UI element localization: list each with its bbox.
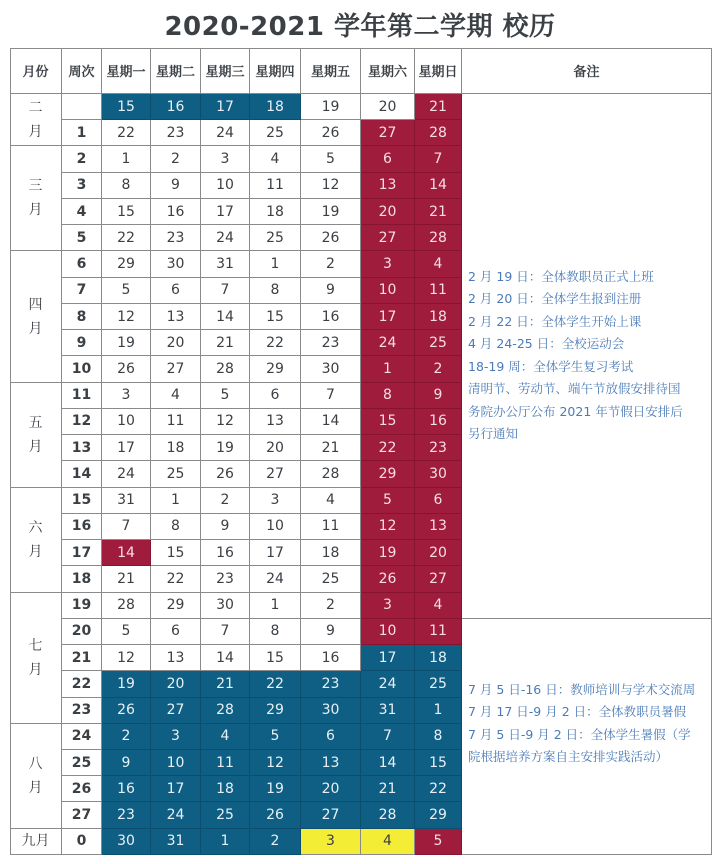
month-label-char: 五: [28, 414, 43, 431]
day-cell-mon: 1: [102, 146, 151, 172]
day-cell-sun: 18: [415, 645, 462, 671]
day-cell-fri: 6: [301, 724, 361, 750]
day-cell-fri: 4: [301, 488, 361, 514]
day-cell-mon: 30: [102, 829, 151, 855]
day-cell-tue: 27: [151, 356, 201, 382]
day-cell-sat: 28: [361, 802, 415, 828]
day-cell-mon: 15: [102, 94, 151, 120]
week-number: 27: [62, 802, 102, 828]
day-cell-fri: 2: [301, 593, 361, 619]
day-cell-sun: 4: [415, 593, 462, 619]
day-cell-fri: 7: [301, 383, 361, 409]
day-cell-wed: 30: [201, 593, 250, 619]
remarks-block: [462, 619, 712, 855]
day-cell-sat: 17: [361, 304, 415, 330]
week-number: 7: [62, 278, 102, 304]
day-cell-wed: 11: [201, 750, 250, 776]
remark-line: 2 月 22 日：全体学生开始上课: [468, 313, 642, 329]
day-cell-sun: 8: [415, 724, 462, 750]
day-cell-fri: 13: [301, 750, 361, 776]
day-cell-sun: 16: [415, 409, 462, 435]
month-label-char: 月: [28, 543, 43, 560]
day-cell-mon: 9: [102, 750, 151, 776]
day-cell-tue: 10: [151, 750, 201, 776]
day-cell-wed: 10: [201, 173, 250, 199]
day-cell-fri: 9: [301, 278, 361, 304]
day-cell-wed: 7: [201, 278, 250, 304]
day-cell-thu: 15: [250, 645, 301, 671]
day-cell-mon: 7: [102, 514, 151, 540]
day-cell-sun: 9: [415, 383, 462, 409]
day-cell-wed: 28: [201, 356, 250, 382]
day-cell-sun: 20: [415, 540, 462, 566]
day-cell-fri: 30: [301, 698, 361, 724]
day-cell-sat: 17: [361, 645, 415, 671]
school-calendar-table: [10, 48, 712, 855]
day-cell-mon: 23: [102, 802, 151, 828]
remark-line: 7 月 17 日-9 月 2 日：全体教职员暑假: [468, 704, 687, 720]
day-cell-thu: 11: [250, 173, 301, 199]
day-cell-thu: 26: [250, 802, 301, 828]
week-number: 19: [62, 593, 102, 619]
day-cell-tue: 20: [151, 671, 201, 697]
week-number: 11: [62, 383, 102, 409]
day-cell-wed: 9: [201, 514, 250, 540]
day-cell-mon: 31: [102, 488, 151, 514]
day-cell-tue: 11: [151, 409, 201, 435]
week-number: 23: [62, 698, 102, 724]
day-cell-wed: 14: [201, 645, 250, 671]
week-number: 21: [62, 645, 102, 671]
header-notes: 备注: [462, 48, 712, 94]
day-cell-fri: 5: [301, 146, 361, 172]
day-cell-thu: 29: [250, 356, 301, 382]
day-cell-thu: 25: [250, 225, 301, 251]
day-cell-fri: 11: [301, 514, 361, 540]
day-cell-fri: 27: [301, 802, 361, 828]
month-label: [10, 146, 62, 251]
header-month: 月份: [10, 48, 62, 94]
day-cell-mon: 2: [102, 724, 151, 750]
remark-line: 务院办公厅公布 2021 年节假日安排后: [468, 403, 683, 419]
day-cell-mon: 10: [102, 409, 151, 435]
day-cell-sun: 23: [415, 435, 462, 461]
day-cell-thu: 1: [250, 251, 301, 277]
day-cell-tue: 22: [151, 566, 201, 592]
day-cell-sun: 25: [415, 671, 462, 697]
day-cell-wed: 17: [201, 94, 250, 120]
day-cell-thu: 2: [250, 829, 301, 855]
day-cell-thu: 18: [250, 199, 301, 225]
remark-line: 2 月 20 日：全体学生报到注册: [468, 291, 642, 307]
month-label-char: 月: [28, 661, 43, 678]
week-number: 1: [62, 120, 102, 146]
day-cell-sat: 14: [361, 750, 415, 776]
day-cell-thu: 3: [250, 488, 301, 514]
month-label-char: 月: [28, 438, 43, 455]
day-cell-thu: 29: [250, 698, 301, 724]
day-cell-sun: 5: [415, 829, 462, 855]
month-label: [10, 488, 62, 593]
day-cell-sat: 10: [361, 278, 415, 304]
day-cell-sun: 11: [415, 619, 462, 645]
week-number: 16: [62, 514, 102, 540]
day-cell-sun: 28: [415, 120, 462, 146]
day-cell-sat: 8: [361, 383, 415, 409]
day-cell-mon: 5: [102, 278, 151, 304]
day-cell-wed: 3: [201, 146, 250, 172]
day-cell-mon: 22: [102, 120, 151, 146]
day-cell-wed: 4: [201, 724, 250, 750]
header-wed: 星期三: [201, 48, 250, 94]
month-label-char: 八: [28, 755, 43, 772]
day-cell-tue: 13: [151, 304, 201, 330]
day-cell-sat: 3: [361, 593, 415, 619]
day-cell-fri: 30: [301, 356, 361, 382]
day-cell-mon: 12: [102, 304, 151, 330]
day-cell-wed: 18: [201, 776, 250, 802]
remark-line: 18-19 周：全体学生复习考试: [468, 358, 634, 374]
day-cell-mon: 29: [102, 251, 151, 277]
day-cell-fri: 25: [301, 566, 361, 592]
day-cell-mon: 5: [102, 619, 151, 645]
day-cell-mon: 28: [102, 593, 151, 619]
week-number: 3: [62, 173, 102, 199]
day-cell-wed: 25: [201, 802, 250, 828]
day-cell-wed: 24: [201, 225, 250, 251]
week-number: 9: [62, 330, 102, 356]
month-label-char: 六: [28, 519, 43, 536]
month-label-char: 四: [28, 296, 43, 313]
day-cell-thu: 25: [250, 120, 301, 146]
month-label: [10, 251, 62, 382]
header-week: 周次: [62, 48, 102, 94]
day-cell-thu: 4: [250, 146, 301, 172]
week-number: 13: [62, 435, 102, 461]
day-cell-sat: 13: [361, 173, 415, 199]
day-cell-wed: 16: [201, 540, 250, 566]
day-cell-mon: 19: [102, 671, 151, 697]
day-cell-fri: 19: [301, 199, 361, 225]
day-cell-tue: 9: [151, 173, 201, 199]
day-cell-sun: 13: [415, 514, 462, 540]
day-cell-thu: 10: [250, 514, 301, 540]
day-cell-thu: 1: [250, 593, 301, 619]
day-cell-tue: 18: [151, 435, 201, 461]
month-label: [10, 593, 62, 724]
day-cell-sat: 4: [361, 829, 415, 855]
remark-line: 7 月 5 日-9 月 2 日：全体学生暑假（学: [468, 726, 691, 742]
day-cell-tue: 23: [151, 225, 201, 251]
day-cell-tue: 4: [151, 383, 201, 409]
day-cell-fri: 21: [301, 435, 361, 461]
day-cell-tue: 15: [151, 540, 201, 566]
week-number: [62, 94, 102, 120]
day-cell-tue: 17: [151, 776, 201, 802]
day-cell-sun: 25: [415, 330, 462, 356]
day-cell-thu: 27: [250, 461, 301, 487]
day-cell-tue: 1: [151, 488, 201, 514]
month-label-char: 二: [28, 99, 43, 116]
remark-line: 清明节、劳动节、端午节放假安排待国: [468, 381, 681, 397]
week-number: 25: [62, 750, 102, 776]
day-cell-tue: 29: [151, 593, 201, 619]
day-cell-wed: 2: [201, 488, 250, 514]
day-cell-tue: 20: [151, 330, 201, 356]
day-cell-tue: 6: [151, 619, 201, 645]
day-cell-fri: 23: [301, 330, 361, 356]
week-number: 26: [62, 776, 102, 802]
day-cell-fri: 2: [301, 251, 361, 277]
day-cell-mon: 19: [102, 330, 151, 356]
day-cell-wed: 14: [201, 304, 250, 330]
day-cell-fri: 16: [301, 304, 361, 330]
day-cell-wed: 23: [201, 566, 250, 592]
day-cell-mon: 16: [102, 776, 151, 802]
day-cell-sun: 22: [415, 776, 462, 802]
month-label-char: 月: [28, 779, 43, 796]
week-number: 18: [62, 566, 102, 592]
remark-line: 院根据培养方案自主安排实践活动）: [468, 749, 669, 765]
day-cell-wed: 7: [201, 619, 250, 645]
week-number: 22: [62, 671, 102, 697]
month-label-char: 月: [28, 202, 43, 219]
day-cell-sat: 19: [361, 540, 415, 566]
day-cell-sun: 21: [415, 94, 462, 120]
day-cell-tue: 6: [151, 278, 201, 304]
day-cell-fri: 14: [301, 409, 361, 435]
day-cell-fri: 3: [301, 829, 361, 855]
month-label-char: 三: [28, 178, 43, 195]
day-cell-fri: 26: [301, 120, 361, 146]
day-cell-sat: 21: [361, 776, 415, 802]
day-cell-tue: 2: [151, 146, 201, 172]
day-cell-tue: 24: [151, 802, 201, 828]
day-cell-thu: 24: [250, 566, 301, 592]
day-cell-thu: 13: [250, 409, 301, 435]
header-mon: 星期一: [102, 48, 151, 94]
day-cell-sun: 30: [415, 461, 462, 487]
day-cell-thu: 12: [250, 750, 301, 776]
day-cell-sun: 29: [415, 802, 462, 828]
day-cell-tue: 8: [151, 514, 201, 540]
week-number: 20: [62, 619, 102, 645]
day-cell-thu: 17: [250, 540, 301, 566]
day-cell-thu: 15: [250, 304, 301, 330]
month-label: [10, 724, 62, 829]
header-sat: 星期六: [361, 48, 415, 94]
day-cell-sat: 7: [361, 724, 415, 750]
remark-line: 2 月 19 日：全体教职员正式上班: [468, 268, 654, 284]
day-cell-fri: 26: [301, 225, 361, 251]
day-cell-thu: 6: [250, 383, 301, 409]
remark-line: 另行通知: [468, 426, 519, 442]
day-cell-fri: 20: [301, 776, 361, 802]
day-cell-sat: 26: [361, 566, 415, 592]
day-cell-tue: 25: [151, 461, 201, 487]
month-label: [10, 94, 62, 146]
day-cell-wed: 17: [201, 199, 250, 225]
day-cell-wed: 19: [201, 435, 250, 461]
week-number: 8: [62, 304, 102, 330]
day-cell-sat: 29: [361, 461, 415, 487]
day-cell-sat: 15: [361, 409, 415, 435]
week-number: 17: [62, 540, 102, 566]
day-cell-fri: 19: [301, 94, 361, 120]
week-number: 5: [62, 225, 102, 251]
day-cell-sat: 27: [361, 225, 415, 251]
week-number: 12: [62, 409, 102, 435]
day-cell-sat: 24: [361, 330, 415, 356]
day-cell-thu: 19: [250, 776, 301, 802]
day-cell-thu: 20: [250, 435, 301, 461]
day-cell-mon: 26: [102, 356, 151, 382]
day-cell-tue: 31: [151, 829, 201, 855]
day-cell-sat: 22: [361, 435, 415, 461]
day-cell-sun: 11: [415, 278, 462, 304]
day-cell-mon: 3: [102, 383, 151, 409]
day-cell-wed: 28: [201, 698, 250, 724]
day-cell-thu: 22: [250, 330, 301, 356]
month-label-char: 七: [28, 637, 43, 654]
month-label-char: 月: [28, 123, 43, 140]
day-cell-sun: 1: [415, 698, 462, 724]
header-fri: 星期五: [301, 48, 361, 94]
day-cell-tue: 3: [151, 724, 201, 750]
month-label-char: 月: [28, 320, 43, 337]
day-cell-mon: 26: [102, 698, 151, 724]
day-cell-sun: 14: [415, 173, 462, 199]
day-cell-mon: 14: [102, 540, 151, 566]
day-cell-sat: 27: [361, 120, 415, 146]
day-cell-mon: 24: [102, 461, 151, 487]
header-sun: 星期日: [415, 48, 462, 94]
day-cell-sun: 27: [415, 566, 462, 592]
day-cell-fri: 23: [301, 671, 361, 697]
day-cell-mon: 17: [102, 435, 151, 461]
week-number: 0: [62, 829, 102, 855]
day-cell-sat: 20: [361, 94, 415, 120]
day-cell-mon: 22: [102, 225, 151, 251]
week-number: 2: [62, 146, 102, 172]
day-cell-wed: 21: [201, 671, 250, 697]
remark-line: 7 月 5 日-16 日：教师培训与学术交流周: [468, 681, 696, 697]
day-cell-sat: 3: [361, 251, 415, 277]
day-cell-fri: 18: [301, 540, 361, 566]
day-cell-sat: 24: [361, 671, 415, 697]
day-cell-mon: 21: [102, 566, 151, 592]
day-cell-fri: 12: [301, 173, 361, 199]
day-cell-thu: 22: [250, 671, 301, 697]
page-title: 2020-2021 学年第二学期 校历: [164, 12, 556, 42]
day-cell-fri: 28: [301, 461, 361, 487]
day-cell-sun: 21: [415, 199, 462, 225]
day-cell-thu: 5: [250, 724, 301, 750]
day-cell-sat: 6: [361, 146, 415, 172]
day-cell-sun: 7: [415, 146, 462, 172]
week-number: 24: [62, 724, 102, 750]
day-cell-thu: 8: [250, 619, 301, 645]
week-number: 14: [62, 461, 102, 487]
day-cell-sun: 15: [415, 750, 462, 776]
day-cell-tue: 16: [151, 199, 201, 225]
day-cell-sun: 18: [415, 304, 462, 330]
day-cell-wed: 5: [201, 383, 250, 409]
day-cell-tue: 27: [151, 698, 201, 724]
week-number: 15: [62, 488, 102, 514]
day-cell-mon: 12: [102, 645, 151, 671]
month-label: [10, 383, 62, 488]
week-number: 4: [62, 199, 102, 225]
day-cell-thu: 18: [250, 94, 301, 120]
day-cell-fri: 9: [301, 619, 361, 645]
week-number: 10: [62, 356, 102, 382]
day-cell-wed: 26: [201, 461, 250, 487]
header-tue: 星期二: [151, 48, 201, 94]
day-cell-fri: 16: [301, 645, 361, 671]
day-cell-wed: 12: [201, 409, 250, 435]
day-cell-tue: 16: [151, 94, 201, 120]
day-cell-thu: 8: [250, 278, 301, 304]
day-cell-sun: 28: [415, 225, 462, 251]
day-cell-wed: 31: [201, 251, 250, 277]
day-cell-sun: 6: [415, 488, 462, 514]
day-cell-wed: 1: [201, 829, 250, 855]
day-cell-tue: 30: [151, 251, 201, 277]
remark-line: 4 月 24-25 日：全校运动会: [468, 336, 625, 352]
week-number: 6: [62, 251, 102, 277]
day-cell-sat: 20: [361, 199, 415, 225]
day-cell-mon: 15: [102, 199, 151, 225]
month-label: 九月: [10, 829, 62, 855]
day-cell-sat: 31: [361, 698, 415, 724]
day-cell-mon: 8: [102, 173, 151, 199]
header-thu: 星期四: [250, 48, 301, 94]
day-cell-sat: 1: [361, 356, 415, 382]
day-cell-tue: 23: [151, 120, 201, 146]
day-cell-tue: 13: [151, 645, 201, 671]
day-cell-sun: 2: [415, 356, 462, 382]
day-cell-sat: 5: [361, 488, 415, 514]
day-cell-sat: 12: [361, 514, 415, 540]
day-cell-sat: 10: [361, 619, 415, 645]
remarks-block: [462, 94, 712, 619]
day-cell-wed: 21: [201, 330, 250, 356]
day-cell-wed: 24: [201, 120, 250, 146]
day-cell-sun: 4: [415, 251, 462, 277]
